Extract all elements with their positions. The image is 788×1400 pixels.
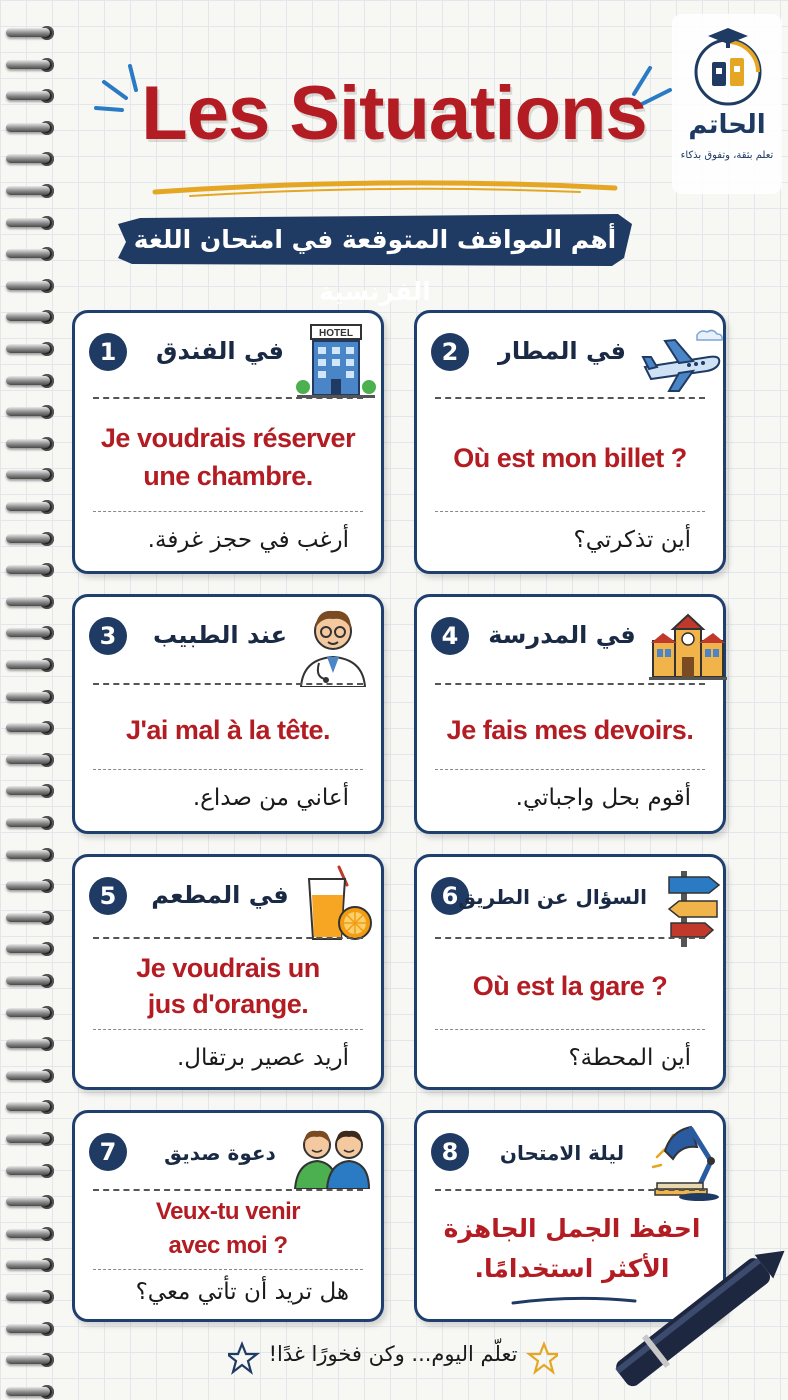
doctor-icon <box>297 601 369 691</box>
french-phrase-line-1: Je voudrais un <box>136 953 320 983</box>
juice-icon <box>303 865 375 947</box>
divider <box>93 1269 363 1270</box>
card-heading: عند الطبيب <box>152 621 288 649</box>
french-phrase-line-2: une chambre. <box>143 461 313 491</box>
spiral-ring <box>6 907 58 929</box>
logo-tagline: تعلم بثقة، وتفوق بذكاء <box>680 150 774 161</box>
spiral-ring <box>6 22 58 44</box>
spiral-ring <box>6 749 58 771</box>
card-number: 2 <box>431 333 469 371</box>
footer-slogan: تعلّم اليوم... وكن فخورًا غدًا! <box>268 1342 518 1366</box>
spiral-ring <box>6 1033 58 1055</box>
spiral-ring <box>6 844 58 866</box>
spiral-ring <box>6 1160 58 1182</box>
french-phrase-line-2: jus d'orange. <box>147 989 309 1019</box>
situation-card-1 <box>72 310 384 574</box>
spiral-ring <box>6 1349 58 1371</box>
card-number: 1 <box>89 333 127 371</box>
friends-icon <box>293 1119 371 1193</box>
french-phrase-line-1: Je voudrais réserver <box>100 423 356 453</box>
card-number: 6 <box>431 877 469 915</box>
situation-card-4 <box>414 594 726 834</box>
french-phrase-line-2: avec moi ? <box>168 1232 288 1259</box>
subtitle: أهم المواقف المتوقعة في امتحان اللغة الفرنسية <box>133 225 617 306</box>
spiral-ring <box>6 1381 58 1400</box>
situation-card-5 <box>72 854 384 1090</box>
french-phrase: J'ai mal à la tête. <box>125 715 331 745</box>
spiral-ring <box>6 559 58 581</box>
spiral-ring <box>6 812 58 834</box>
situation-card-6 <box>414 854 726 1090</box>
signpost-icon <box>665 867 725 953</box>
spiral-ring <box>6 591 58 613</box>
arabic-translation: أعاني من صداع. <box>192 785 349 811</box>
hotel-icon <box>295 323 377 403</box>
school-icon <box>649 607 727 685</box>
card-number: 4 <box>431 617 469 655</box>
spiral-ring <box>6 401 58 423</box>
situation-card-3 <box>72 594 384 834</box>
spiral-ring <box>6 970 58 992</box>
situation-card-7 <box>72 1110 384 1322</box>
spiral-ring <box>6 528 58 550</box>
situation-card-2 <box>414 310 726 574</box>
french-phrase: Où est la gare ? <box>472 971 668 1001</box>
spiral-ring <box>6 243 58 265</box>
card-heading: ليلة الامتحان <box>499 1141 625 1165</box>
spiral-ring <box>6 780 58 802</box>
spiral-ring <box>6 212 58 234</box>
french-phrase-line-1: Veux-tu venir <box>155 1198 301 1225</box>
spiral-ring <box>6 654 58 676</box>
spiral-ring <box>6 496 58 518</box>
french-phrase: Je fais mes devoirs. <box>446 715 694 745</box>
divider <box>435 511 705 512</box>
arabic-translation: أقوم بحل واجباتي. <box>515 785 691 811</box>
logo-icon <box>692 28 764 108</box>
card-heading: في المطار <box>498 337 626 365</box>
card-number: 5 <box>89 877 127 915</box>
divider <box>93 511 363 512</box>
spiral-ring <box>6 938 58 960</box>
spiral-ring <box>6 717 58 739</box>
card-number: 3 <box>89 617 127 655</box>
divider <box>435 1029 705 1030</box>
divider <box>93 1029 363 1030</box>
airplane-icon <box>639 327 725 397</box>
spiral-ring <box>6 306 58 328</box>
divider <box>93 937 363 939</box>
spiral-ring <box>6 338 58 360</box>
spiral-binding <box>0 0 70 1400</box>
divider <box>435 683 705 685</box>
divider <box>435 937 705 939</box>
card-heading: دعوة صديق <box>164 1141 276 1165</box>
spiral-ring <box>6 686 58 708</box>
advice-line-2: الأكثر استخدامًا. <box>474 1254 670 1283</box>
divider <box>93 397 363 399</box>
arabic-translation: هل تريد أن تأتي معي؟ <box>135 1279 349 1305</box>
divider <box>93 1189 363 1191</box>
spiral-ring <box>6 433 58 455</box>
pen-icon <box>612 1236 788 1400</box>
spiral-ring <box>6 1318 58 1340</box>
card-heading: في المطعم <box>151 881 289 909</box>
card-heading: في الفندق <box>156 337 284 365</box>
divider <box>93 769 363 770</box>
advice-line-1: احفظ الجمل الجاهزة <box>443 1214 701 1243</box>
spiral-ring <box>6 1254 58 1276</box>
arabic-translation: أرغب في حجز غرفة. <box>147 527 349 553</box>
spiral-ring <box>6 275 58 297</box>
card-heading: في المدرسة <box>488 621 636 649</box>
spiral-ring <box>6 1065 58 1087</box>
arabic-translation: أين تذكرتي؟ <box>573 527 691 553</box>
spiral-ring <box>6 1002 58 1024</box>
divider <box>435 769 705 770</box>
hotel-sign-text: HOTEL <box>319 328 353 339</box>
spiral-ring <box>6 1286 58 1308</box>
arabic-translation: أين المحطة؟ <box>568 1045 691 1071</box>
spiral-ring <box>6 180 58 202</box>
spiral-ring <box>6 370 58 392</box>
card-number: 8 <box>431 1133 469 1171</box>
arabic-translation: أريد عصير برتقال. <box>176 1045 349 1071</box>
spiral-ring <box>6 1223 58 1245</box>
title-underline <box>150 178 620 198</box>
logo-name: الحاتم <box>688 110 766 140</box>
divider <box>93 683 363 685</box>
french-phrase: Où est mon billet ? <box>453 443 687 473</box>
star-icon <box>529 1344 558 1372</box>
spiral-ring <box>6 1128 58 1150</box>
divider <box>435 397 705 399</box>
spiral-ring <box>6 464 58 486</box>
spiral-ring <box>6 875 58 897</box>
card-heading: السؤال عن الطريق <box>458 885 647 909</box>
star-icon <box>228 1344 257 1372</box>
spiral-ring <box>6 1096 58 1118</box>
spiral-ring <box>6 622 58 644</box>
desk-lamp-icon <box>651 1117 727 1205</box>
card-number: 7 <box>89 1133 127 1171</box>
spiral-ring <box>6 1191 58 1213</box>
page-title: Les Situations <box>141 71 647 156</box>
divider <box>435 1189 705 1191</box>
